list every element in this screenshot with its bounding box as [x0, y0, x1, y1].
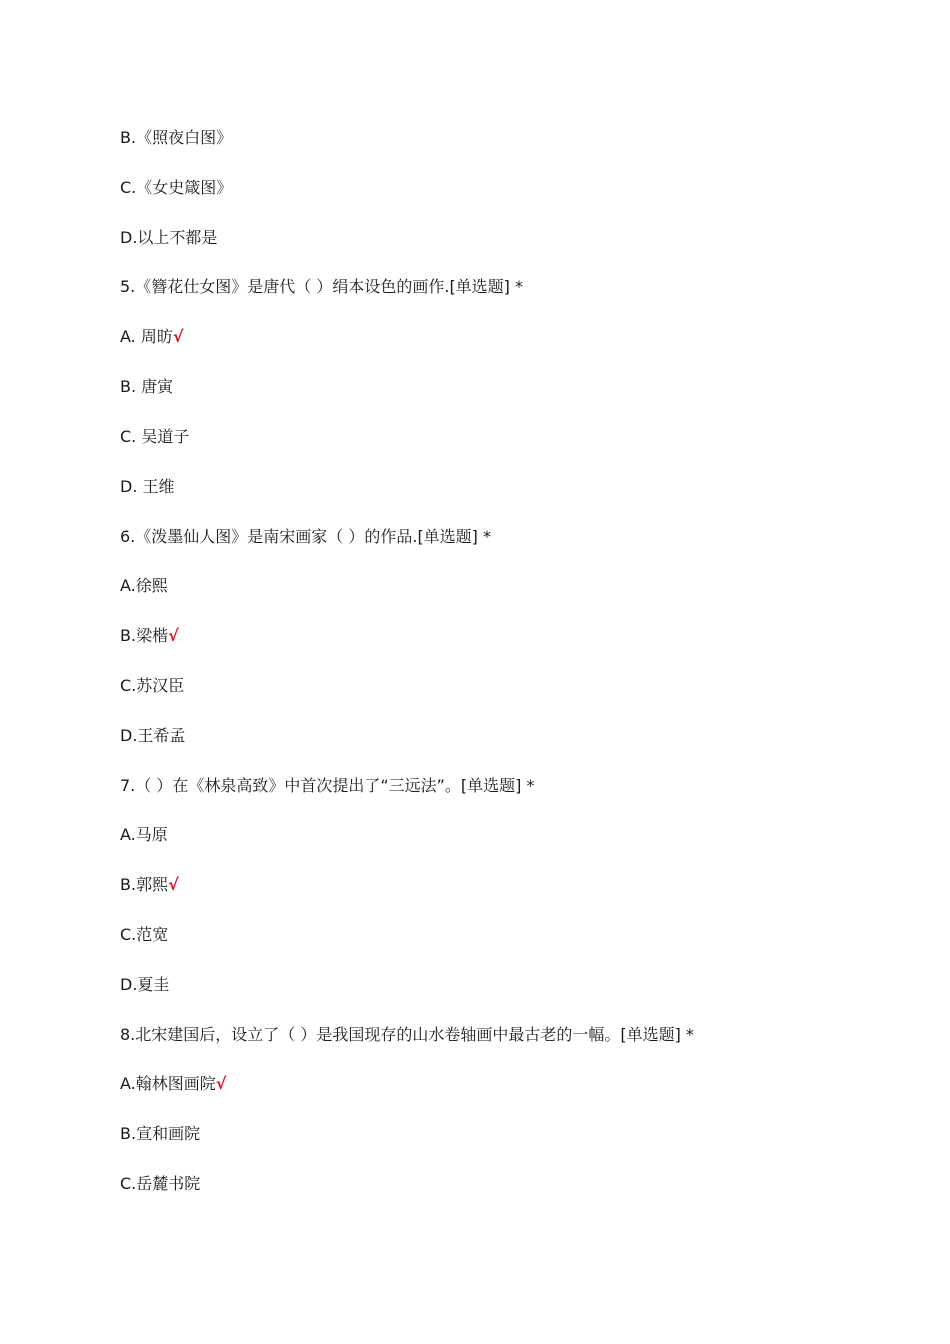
question-text: 6.《泼墨仙人图》是南宋画家（ ）的作品.[单选题] *: [120, 527, 492, 546]
option-text: C.范宽: [120, 925, 169, 944]
correct-check-icon: √: [215, 1074, 227, 1093]
option-q5-d: [120, 476, 175, 498]
option-text: B.郭熙: [120, 875, 169, 894]
option-text: C.岳麓书院: [120, 1174, 201, 1193]
correct-check-icon: √: [172, 327, 184, 346]
option-q4-d: [120, 227, 217, 249]
option-text: B.梁楷: [120, 626, 169, 645]
option-text: D. 王维: [120, 477, 175, 496]
option-q7-c: [120, 924, 168, 946]
option-q4-c: [120, 177, 232, 199]
option-text: A.徐熙: [120, 576, 168, 595]
option-text: B.宣和画院: [120, 1124, 201, 1143]
question-7: [120, 775, 535, 797]
option-text: C. 吴道子: [120, 427, 190, 446]
option-q4-b: [120, 127, 232, 149]
question-5: [120, 276, 523, 298]
option-q6-c: [120, 675, 184, 697]
correct-check-icon: √: [168, 875, 179, 894]
option-text: B. 唐寅: [120, 377, 174, 396]
question-6: [120, 526, 491, 548]
option-q5-a: [120, 326, 184, 348]
option-q7-b: [120, 874, 179, 896]
option-q6-d: [120, 725, 185, 747]
question-8: [120, 1024, 694, 1046]
option-text: D.夏圭: [120, 975, 170, 994]
option-q8-a: [120, 1073, 226, 1095]
option-text: A.翰林图画院: [120, 1074, 216, 1093]
option-text: A. 周昉: [120, 327, 173, 346]
option-q5-b: [120, 376, 173, 398]
option-text: D.以上不都是: [120, 228, 218, 247]
option-q8-b: [120, 1123, 200, 1145]
option-q5-c: [120, 426, 189, 448]
option-text: A.马原: [120, 825, 168, 844]
question-text: 8.北宋建国后，设立了（ ）是我国现存的山水卷轴画中最古老的一幅。[单选题] *: [120, 1025, 694, 1044]
option-text: C.《女史箴图》: [120, 178, 233, 197]
option-q6-b: [120, 625, 179, 647]
option-q7-a: [120, 824, 168, 846]
option-q7-d: [120, 974, 169, 996]
option-q6-a: [120, 575, 168, 597]
option-text: D.王希孟: [120, 726, 186, 745]
question-text: 7.（ ）在《林泉高致》中首次提出了“三远法”。[单选题] *: [120, 776, 535, 795]
correct-check-icon: √: [168, 626, 179, 645]
option-text: B.《照夜白图》: [120, 128, 233, 147]
question-text: 5.《簪花仕女图》是唐代（ ）绢本设色的画作.[单选题] *: [120, 277, 524, 296]
option-text: C.苏汉臣: [120, 676, 185, 695]
option-q8-c: [120, 1173, 200, 1195]
